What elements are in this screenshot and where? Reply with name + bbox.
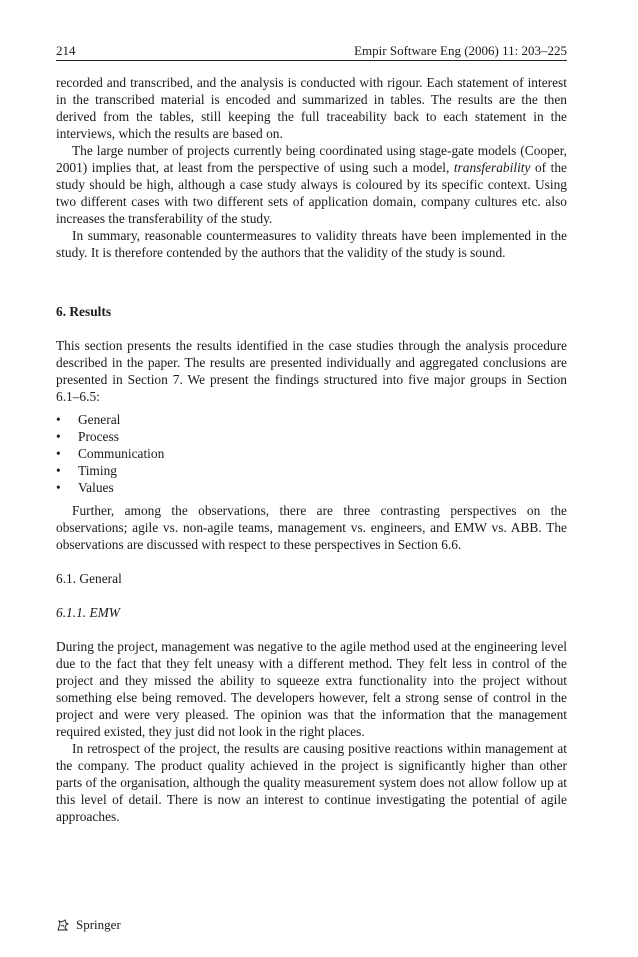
paragraph-text: The large number of projects currently being coordinated using stage-gate models (Cooper, 2001) implies that, at least from the perspective of using such a model, <box>56 143 567 175</box>
page-body <box>56 74 567 825</box>
bullet-marker: • <box>56 480 61 495</box>
paragraph-emw-retrospect: In retrospect of the project, the results are causing positive reactions within management at the company. The product quality achieved in the project is significantly higher than other parts of the organisation, although the quality measurement system does not allow follow up at this level of detail. There is now an interest to continue investigating the potential of agile approaches. <box>56 741 567 824</box>
subsection-heading: 6.1. General <box>56 571 122 586</box>
list-item <box>56 462 567 479</box>
springer-horse-icon <box>56 918 70 932</box>
paragraph-transferability <box>56 142 567 227</box>
list-item-label: Communication <box>78 446 165 461</box>
running-title: Empir Software Eng (2006) 11: 203–225 <box>354 43 567 58</box>
paragraph-validity-analysis: recorded and transcribed, and the analysis is conducted with rigour. Each statement of interest in the transcribed material is encoded and summarized in tables. The results are the then derived from the tables, still keeping the full traceability back to each statement in the interviews, which the results are based on. <box>56 75 567 141</box>
list-item-label: Timing <box>78 463 117 478</box>
bullet-marker: • <box>56 446 61 461</box>
bullet-marker: • <box>56 412 61 427</box>
section-heading: 6. Results <box>56 304 112 319</box>
list-item-label: General <box>78 412 121 427</box>
paragraph-perspectives: Further, among the observations, there are three contrasting perspectives on the observations; agile vs. non-agile teams, management vs. engineers, and EMW vs. ABB. The observations are discussed with respect to these perspectives in Section 6.6. <box>56 503 567 552</box>
running-header <box>56 40 567 61</box>
bullet-marker: • <box>56 463 61 478</box>
list-item <box>56 411 567 428</box>
list-item <box>56 428 567 445</box>
paragraph-emw-management: During the project, management was negative to the agile method used at the engineering level due to the fact that they felt uneasy with a different method. They felt less in control of the project and they missed the ability to squeeze extra functionality into the project without something else being removed. The developers however, felt a strong sense of control in the project and were very pleased. The opinion was that the information that the management required existed, they just did not look in the right places. <box>56 639 567 739</box>
page-number: 214 <box>56 43 76 58</box>
list-item <box>56 445 567 462</box>
publisher-name: Springer <box>76 917 121 932</box>
paragraph-text: of the study should be high, although a case study always is coloured by its specific context. Using two different cases with two different sets of application domain, company cultures etc. also increases the transferability of the study. <box>56 160 567 226</box>
list-item-label: Values <box>78 480 114 495</box>
paragraph-results-intro: This section presents the results identified in the case studies through the analysis procedure described in the paper. The results are presented individually and aggregated conclusions are presented in Section 7. We present the findings structured into five major groups in Section 6.1–6.5: <box>56 338 567 404</box>
paragraph-validity-summary: In summary, reasonable countermeasures to validity threats have been implemented in the study. It is therefore contended by the authors that the validity of the study is sound. <box>56 228 567 260</box>
list-item <box>56 479 567 496</box>
list-item-label: Process <box>78 429 119 444</box>
page-footer <box>56 917 121 933</box>
bullet-list <box>56 411 567 496</box>
subsubsection-heading: 6.1.1. EMW <box>56 605 120 620</box>
bullet-marker: • <box>56 429 61 444</box>
emphasis-term: transferability <box>453 160 531 175</box>
